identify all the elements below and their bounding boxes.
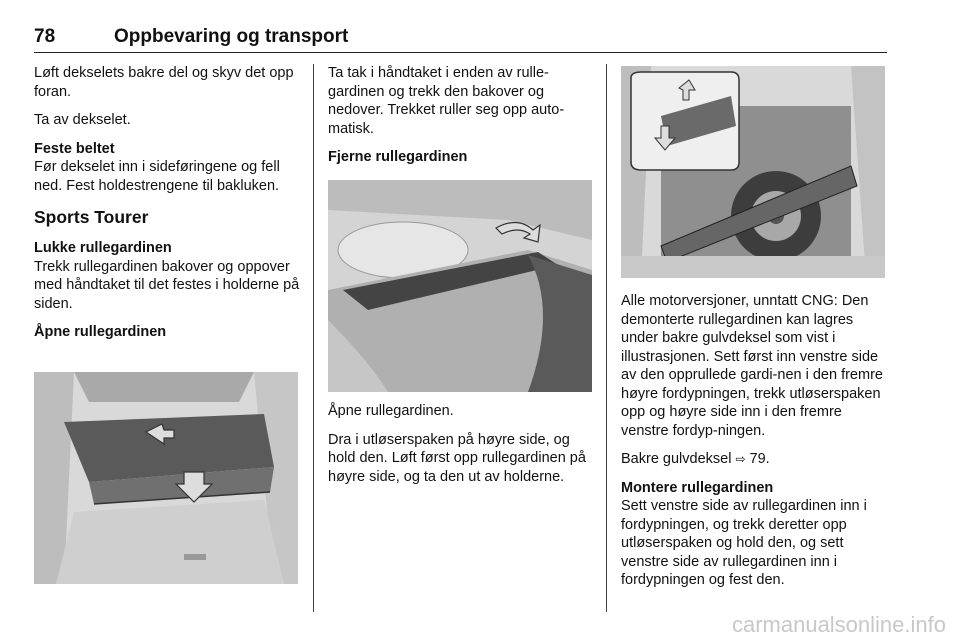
column-right [621, 292, 889, 600]
paragraph-feste: Før dekselet inn i sideføringene og fell ned. Fest holdestrengene til bakluken. [34, 159, 280, 194]
column-middle [328, 64, 596, 167]
cross-reference-arrow-icon: ⇨ [735, 452, 746, 466]
paragraph-floor-ref: Bakre gulvdeksel ⇨ 79. [621, 451, 770, 467]
paragraph-open-blind: Åpne rullegardinen. [328, 403, 454, 419]
heading-fjerne: Fjerne rullegardinen [328, 149, 468, 165]
paragraph-pull-handle: Ta tak i håndtaket i enden av rulle-gardinen og trekk den bakover og nedover. Trekket ruller seg opp auto-matisk. [328, 65, 565, 137]
figure-remove-blind [328, 180, 592, 392]
page-title: Oppbevaring og transport [114, 26, 349, 47]
heading-apne: Åpne rullegardinen [34, 324, 167, 340]
heading-lukke: Lukke rullegardinen [34, 240, 172, 256]
column-divider-2 [606, 64, 607, 612]
paragraph-storage: Alle motorversjoner, unntatt CNG: Den demonterte rullegardinen kan lagres under bakre gulvdeksel som vist i illustrasjonen. Sett først inn venstre side av den opprullede gardi-nen i den fremre høyre fordypningen, trekk utløserspaken opp og høyre side inn i den fremre venstre fordyp-ningen. [621, 293, 883, 439]
paragraph-lukke: Trekk rullegardinen bakover og oppover med håndtaket til det festes i holderne på siden. [34, 258, 300, 312]
column-middle-lower [328, 402, 596, 496]
remove-blind-illustration [328, 180, 592, 392]
figure-trunk-cover [34, 372, 298, 584]
heading-sports-tourer: Sports Tourer [34, 207, 149, 227]
storage-floor-illustration [621, 66, 885, 278]
paragraph-lift-cover: Løft dekselets bakre del og skyv det opp foran. [34, 65, 294, 100]
watermark: carmanualsonline.info [731, 612, 946, 637]
page-header [34, 22, 887, 53]
paragraph-remove-cover: Ta av dekselet. [34, 112, 131, 128]
paragraph-release-lever: Dra i utløserspaken på høyre side, og hold den. Løft først opp rullegardinen på høyre side, og ta den ut av holderne. [328, 431, 586, 485]
figure-storage-floor [621, 66, 885, 278]
column-divider-1 [313, 64, 314, 612]
heading-feste-beltet: Feste beltet [34, 140, 115, 157]
page-number: 78 [34, 26, 56, 47]
column-left [34, 64, 302, 342]
trunk-cover-illustration [34, 372, 298, 584]
paragraph-montere: Sett venstre side av rullegardinen inn i fordypningen, og trekk deretter opp utløserspaken og hold den, og sett venstre side av rullegardinen inn i fordypningen og fest den. [621, 498, 867, 588]
heading-montere: Montere rullegardinen [621, 479, 774, 496]
